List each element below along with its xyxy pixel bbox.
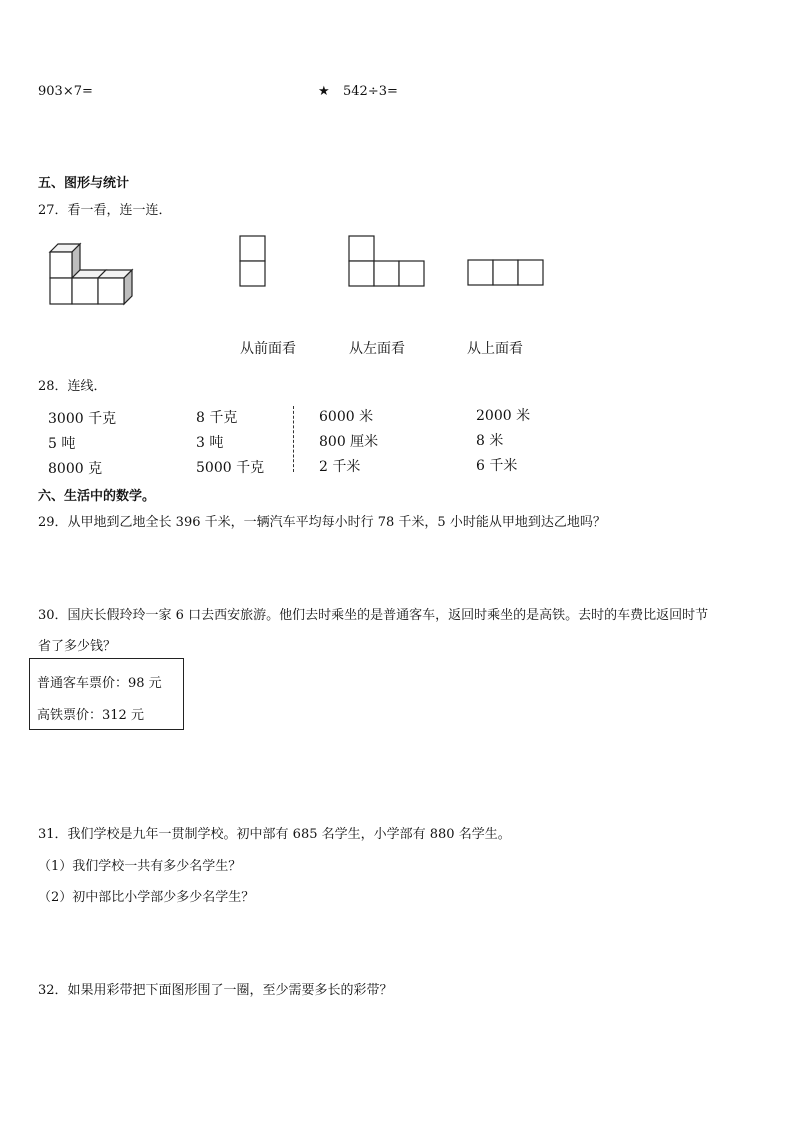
match-item: 6 千米 bbox=[476, 458, 518, 474]
match-item: 800 厘米 bbox=[319, 434, 379, 450]
view-label-top: 从上面看 bbox=[467, 341, 523, 357]
match-item: 3 吨 bbox=[196, 435, 224, 451]
q27-text: 27．看一看，连一连． bbox=[38, 203, 172, 218]
view-shape-vertical bbox=[239, 235, 267, 287]
q31-sub1: （1）我们学校一共有多少名学生？ bbox=[38, 859, 242, 874]
q32-text: 32．如果用彩带把下面图形围了一圈，至少需要多长的彩带？ bbox=[38, 983, 393, 998]
calc-left: 903×7= bbox=[38, 84, 93, 99]
q31-text: 31．我们学校是九年一贯制学校。初中部有 685 名学生，小学部有 880 名学生。 bbox=[38, 827, 511, 842]
match-item: 8000 克 bbox=[48, 461, 103, 477]
section-5-title: 五、图形与统计 bbox=[38, 176, 130, 191]
match-item: 2000 米 bbox=[476, 408, 531, 424]
view-shape-l bbox=[348, 235, 428, 287]
q31-sub2: （2）初中部比小学部少多少名学生？ bbox=[38, 890, 255, 905]
price-bus: 普通客车票价：98 元 bbox=[37, 676, 162, 691]
view-label-left: 从左面看 bbox=[349, 341, 405, 357]
match-item: 5000 千克 bbox=[196, 460, 265, 476]
view-shape-row bbox=[467, 259, 547, 287]
dashed-divider bbox=[293, 406, 294, 472]
cube-figure bbox=[46, 240, 141, 310]
match-item: 8 米 bbox=[476, 433, 504, 449]
q29-text: 29．从甲地到乙地全长 396 千米，一辆汽车平均每小时行 78 千米，5 小时能从甲地到达乙地吗？ bbox=[38, 515, 606, 530]
q28-text: 28．连线． bbox=[38, 379, 107, 394]
section-6-title: 六、生活中的数学。 bbox=[38, 489, 156, 504]
star-icon: ★ bbox=[318, 84, 330, 99]
match-item: 3000 千克 bbox=[48, 411, 117, 427]
q30-text-line2: 省了多少钱？ bbox=[38, 639, 117, 654]
match-item: 8 千克 bbox=[196, 410, 238, 426]
match-item: 2 千米 bbox=[319, 459, 361, 475]
match-item: 6000 米 bbox=[319, 409, 374, 425]
q30-text-line1: 30．国庆长假玲玲一家 6 口去西安旅游。他们去时乘坐的是普通客车，返回时乘坐的是高铁。去时的车费比返回时节 bbox=[38, 608, 709, 623]
calc-right: 542÷3= bbox=[343, 84, 398, 99]
price-highspeed: 高铁票价：312 元 bbox=[37, 708, 144, 723]
match-item: 5 吨 bbox=[48, 436, 76, 452]
view-label-front: 从前面看 bbox=[240, 341, 296, 357]
